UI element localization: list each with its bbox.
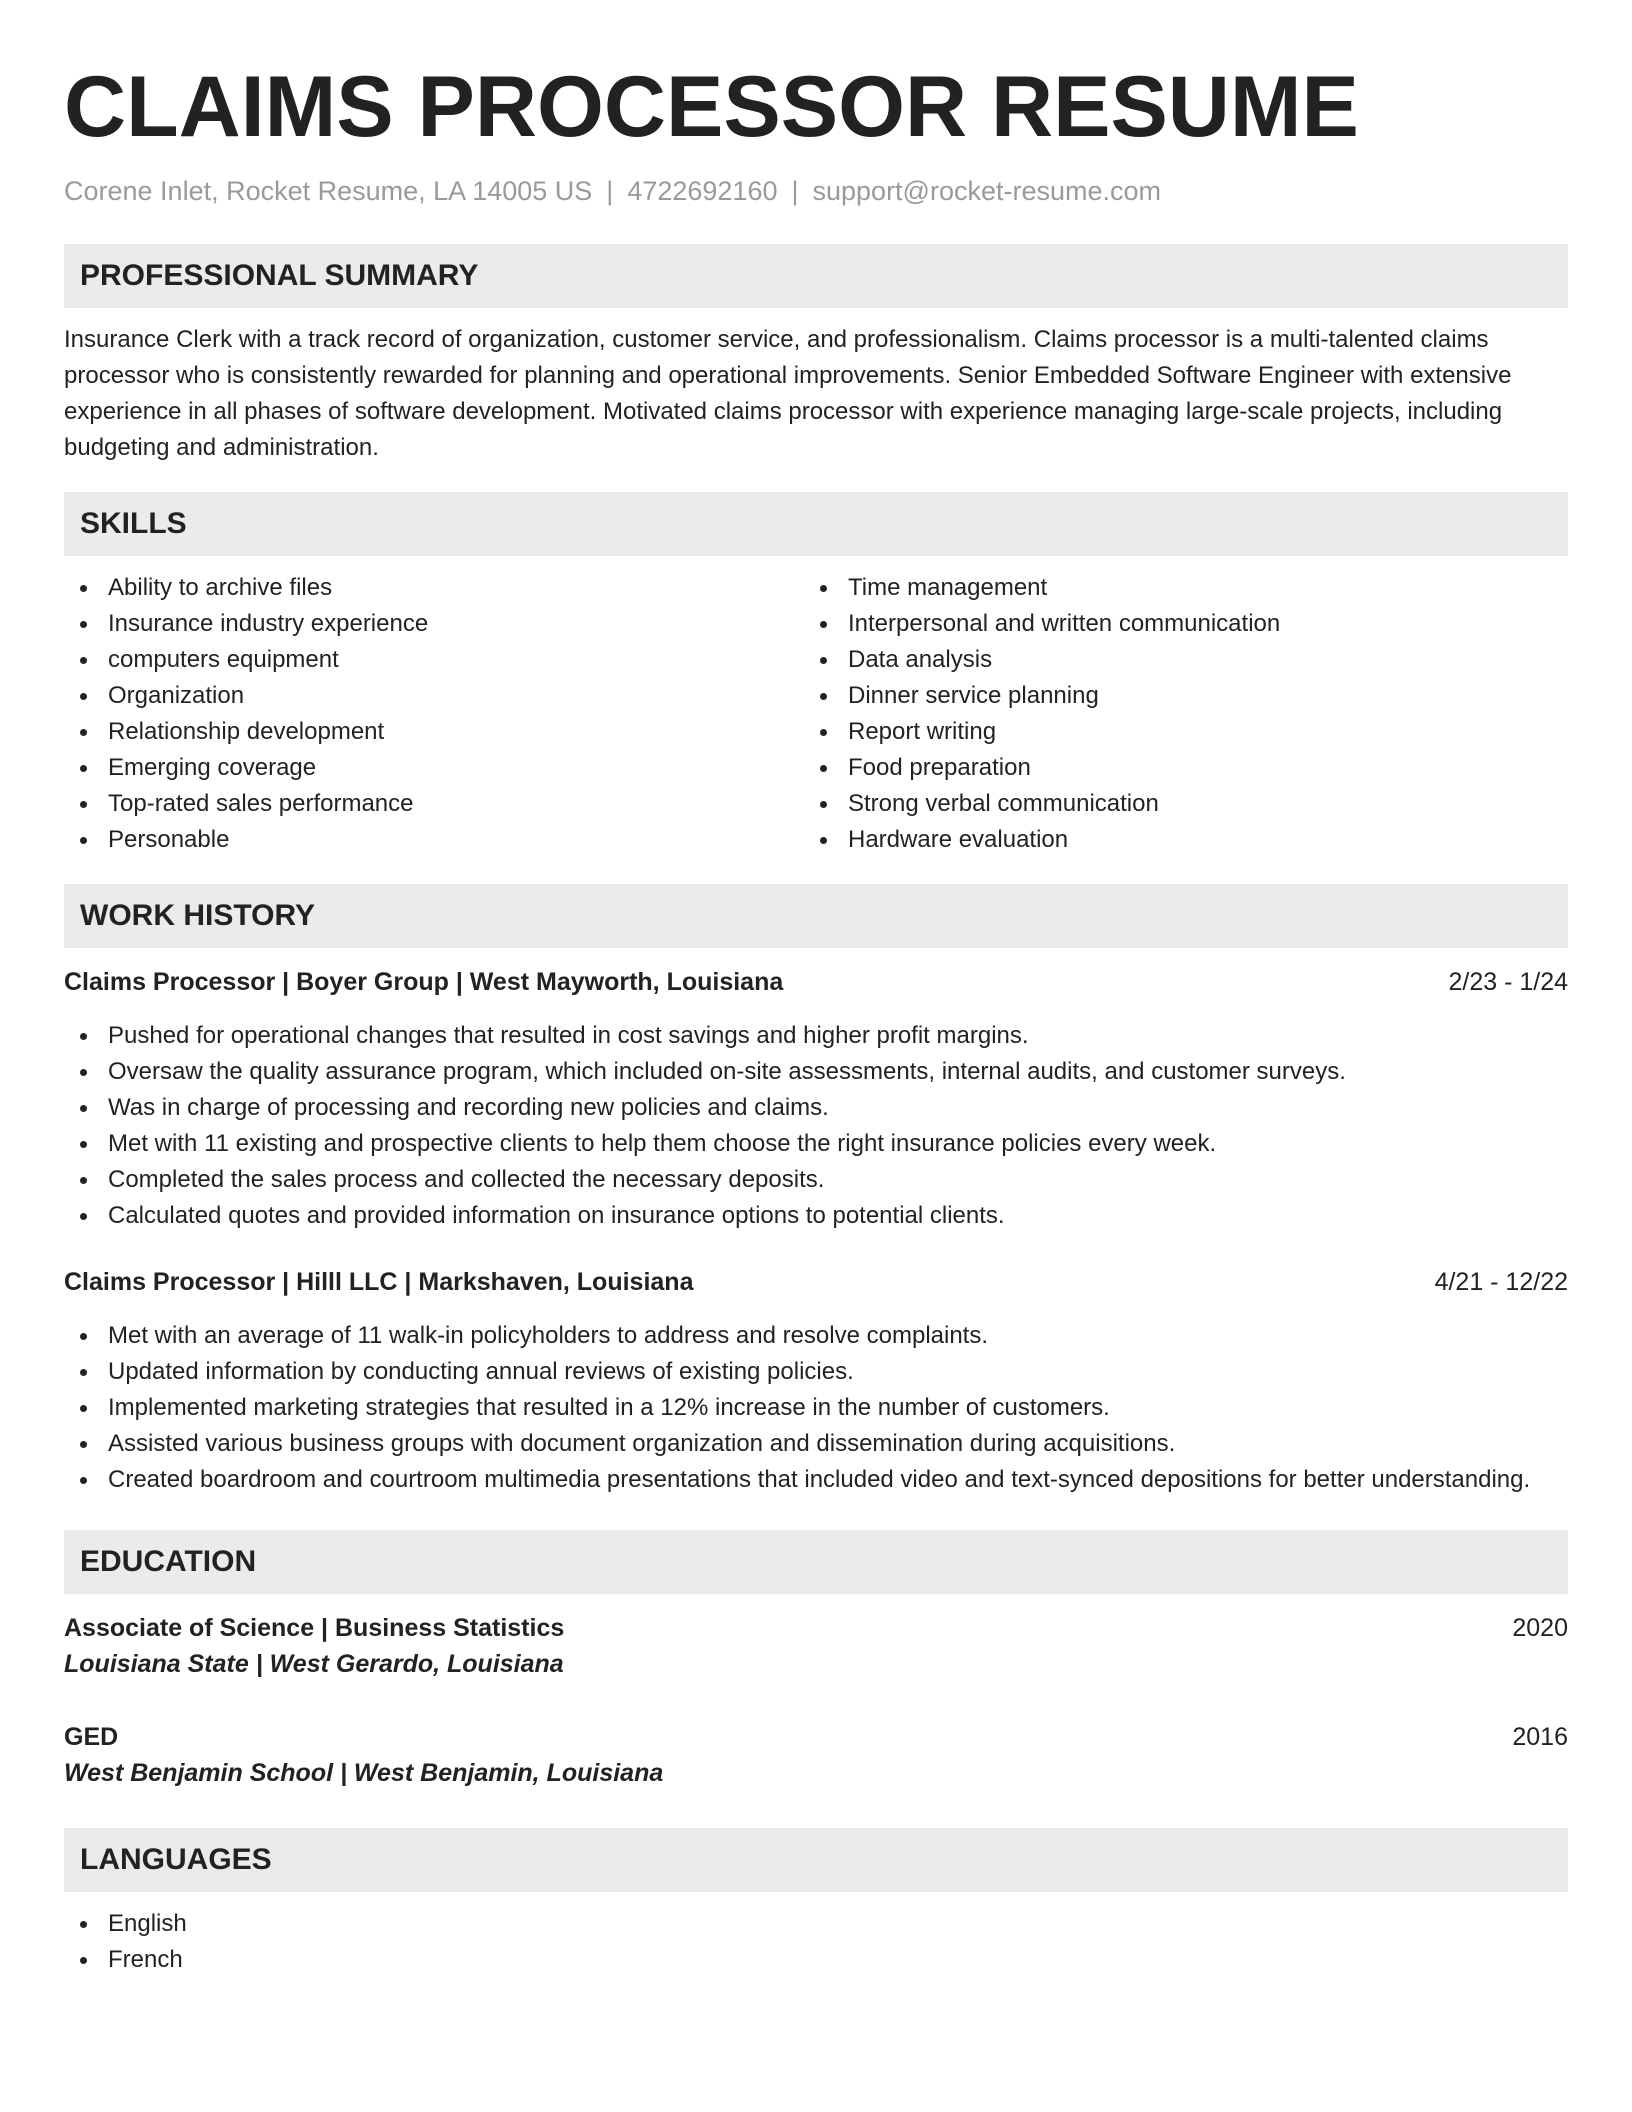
skill-item: Report writing	[804, 714, 1544, 750]
education-entry	[64, 1719, 1568, 1791]
education-degree: GED	[64, 1723, 119, 1751]
section-header-education: EDUCATION	[64, 1530, 1568, 1594]
skill-item: Emerging coverage	[64, 750, 804, 786]
contact-line	[64, 174, 1568, 208]
education-header	[64, 1610, 1568, 1646]
skill-item: Insurance industry experience	[64, 606, 804, 642]
job-title: Claims Processor | Hilll LLC | Markshaven, Louisiana	[64, 1268, 694, 1296]
section-header-summary: PROFESSIONAL SUMMARY	[64, 244, 1568, 308]
skill-item: Data analysis	[804, 642, 1544, 678]
job-bullet: Met with an average of 11 walk-in policyholders to address and resolve complaints.	[64, 1318, 1568, 1354]
summary-text: Insurance Clerk with a track record of organization, customer service, and professionalism. Claims processor is a multi-talented claims processor who is consistently rewarded for planning and operational improvements. Senior Embedded Software Engineer with extensive experience in all phases of software development. Motivated claims processor with experience managing large-scale projects, including budgeting and administration.	[64, 326, 1512, 461]
contact-separator: |	[606, 176, 614, 206]
education-year: 2020	[1512, 1614, 1568, 1642]
contact-separator: |	[791, 176, 799, 206]
skill-item: Food preparation	[804, 750, 1544, 786]
education-header	[64, 1719, 1568, 1755]
job-bullet: Updated information by conducting annual reviews of existing policies.	[64, 1354, 1568, 1390]
skill-item: Top-rated sales performance	[64, 786, 804, 822]
skill-item: Relationship development	[64, 714, 804, 750]
skill-item: Organization	[64, 678, 804, 714]
job-title: Claims Processor | Boyer Group | West Mayworth, Louisiana	[64, 968, 784, 996]
job-bullet: Implemented marketing strategies that resulted in a 12% increase in the number of customers.	[64, 1390, 1568, 1426]
skill-item: Dinner service planning	[804, 678, 1544, 714]
job-bullet: Pushed for operational changes that resulted in cost savings and higher profit margins.	[64, 1018, 1568, 1054]
job-bullet: Calculated quotes and provided information on insurance options to potential clients.	[64, 1198, 1568, 1234]
job-header	[64, 1264, 1568, 1300]
skill-item: Ability to archive files	[64, 570, 804, 606]
section-header-work-history: WORK HISTORY	[64, 884, 1568, 948]
job-bullet: Was in charge of processing and recording new policies and claims.	[64, 1090, 1568, 1126]
education-degree: Associate of Science | Business Statistics	[64, 1614, 565, 1642]
resume-title: CLAIMS PROCESSOR RESUME	[64, 59, 1359, 155]
job-bullets	[64, 1018, 1568, 1234]
section-header-skills: SKILLS	[64, 492, 1568, 556]
job-header	[64, 964, 1568, 1000]
contact-email: support@rocket-resume.com	[812, 176, 1162, 206]
contact-phone: 4722692160	[627, 176, 778, 206]
skill-item: computers equipment	[64, 642, 804, 678]
skill-item: Personable	[64, 822, 804, 858]
job-bullet: Completed the sales process and collected the necessary deposits.	[64, 1162, 1568, 1198]
job-bullet: Created boardroom and courtroom multimedia presentations that included video and text-synced depositions for better understanding.	[64, 1462, 1568, 1498]
skill-item: Strong verbal communication	[804, 786, 1544, 822]
education-school: Louisiana State | West Gerardo, Louisiana	[64, 1650, 564, 1678]
job-bullet: Assisted various business groups with document organization and dissemination during acquisitions.	[64, 1426, 1568, 1462]
skills-column-left	[64, 570, 804, 858]
skills-column-right	[804, 570, 1544, 858]
job-bullets	[64, 1318, 1568, 1498]
skill-item: Hardware evaluation	[804, 822, 1544, 858]
job-dates: 2/23 - 1/24	[1448, 968, 1568, 996]
education-school: West Benjamin School | West Benjamin, Louisiana	[64, 1759, 664, 1787]
job-bullet: Met with 11 existing and prospective clients to help them choose the right insurance policies every week.	[64, 1126, 1568, 1162]
skill-item: Interpersonal and written communication	[804, 606, 1544, 642]
education-entry	[64, 1610, 1568, 1682]
language-item: English	[64, 1906, 1568, 1942]
job-bullet: Oversaw the quality assurance program, which included on-site assessments, internal audits, and customer surveys.	[64, 1054, 1568, 1090]
skills-list	[64, 570, 1568, 858]
job-dates: 4/21 - 12/22	[1434, 1268, 1568, 1296]
job-entry	[64, 964, 1568, 1234]
language-item: French	[64, 1942, 1568, 1978]
skill-item: Time management	[804, 570, 1544, 606]
job-entry	[64, 1264, 1568, 1498]
education-year: 2016	[1512, 1723, 1568, 1751]
section-header-languages: LANGUAGES	[64, 1828, 1568, 1892]
languages-list	[64, 1906, 1568, 1978]
contact-address: Corene Inlet, Rocket Resume, LA 14005 US	[64, 176, 593, 206]
